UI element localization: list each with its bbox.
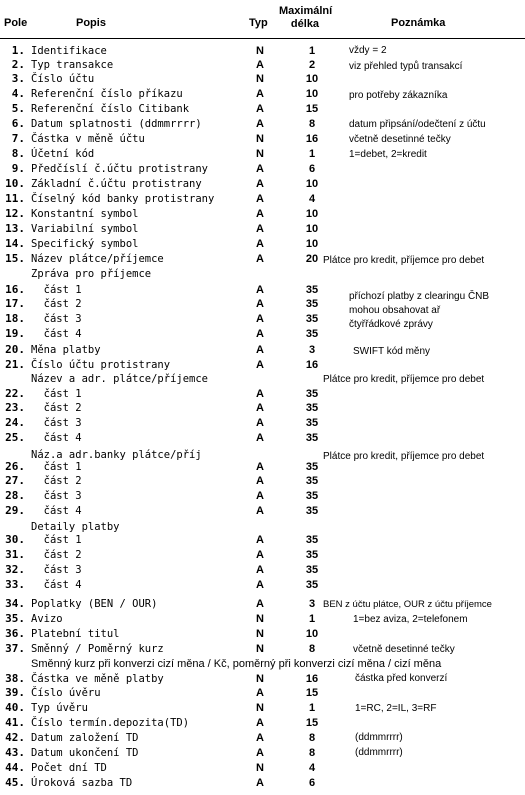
row-max-length: 35 (305, 490, 319, 502)
column-header-popis: Popis (76, 17, 106, 29)
table-row (0, 343, 525, 357)
row-number: 1. (11, 44, 25, 57)
row-max-length: 1 (308, 702, 316, 714)
row-number: 39. (5, 686, 25, 699)
row-type: A (256, 88, 264, 100)
row-type: A (256, 717, 264, 729)
row-note: datum připsání/odečtení z účtu (349, 119, 486, 130)
row-max-length: 35 (305, 564, 319, 576)
row-description: část 3 (31, 417, 82, 429)
row-max-length: 35 (305, 328, 319, 340)
row-type: A (256, 163, 264, 175)
row-type: A (256, 461, 264, 473)
row-type: N (256, 45, 264, 57)
row-type: A (256, 59, 264, 71)
row-description: Platební titul (31, 628, 120, 640)
row-description: Měna platby (31, 344, 101, 356)
row-description: Konstantní symbol (31, 208, 139, 220)
table-row (0, 776, 525, 790)
row-type: A (256, 564, 264, 576)
row-type: N (256, 133, 264, 145)
row-type: N (256, 673, 264, 685)
row-description: Předčíslí č.účtu protistrany (31, 163, 209, 175)
row-max-length: 1 (308, 148, 316, 160)
row-note: 1=bez aviza, 2=telefonem (353, 614, 468, 625)
row-number: 31. (5, 548, 25, 561)
row-max-length: 35 (305, 402, 319, 414)
row-max-length: 6 (308, 777, 316, 789)
row-max-length: 35 (305, 549, 319, 561)
table-row (0, 327, 525, 341)
row-number: 29. (5, 504, 25, 517)
subheader-label: Náz.a adr.banky plátce/příj (31, 449, 202, 461)
row-description: Referenční číslo příkazu (31, 88, 183, 100)
row-max-length: 3 (308, 344, 316, 356)
table-row (0, 716, 525, 730)
row-type: A (256, 253, 264, 265)
row-number: 3. (11, 72, 25, 85)
row-description: Datum založení TD (31, 732, 139, 744)
row-description: část 2 (31, 475, 82, 487)
row-number: 30. (5, 533, 25, 546)
row-max-length: 6 (308, 163, 316, 175)
row-number: 26. (5, 460, 25, 473)
row-type: A (256, 549, 264, 561)
row-number: 9. (11, 162, 25, 175)
row-number: 42. (5, 731, 25, 744)
row-number: 13. (5, 222, 25, 235)
row-number: 24. (5, 416, 25, 429)
row-description: Částka v měně účtu (31, 133, 145, 145)
subheader-row (0, 267, 525, 281)
row-number: 32. (5, 563, 25, 576)
table-row (0, 686, 525, 700)
row-type: A (256, 328, 264, 340)
row-max-length: 35 (305, 417, 319, 429)
row-max-length: 10 (305, 208, 319, 220)
row-max-length: 35 (305, 579, 319, 591)
table-row (0, 548, 525, 562)
row-number: 40. (5, 701, 25, 714)
row-description: Úroková sazba TD (31, 777, 133, 789)
column-header-max-line2: délka (290, 18, 320, 30)
row-note: 1=RC, 2=IL, 3=RF (355, 703, 437, 714)
row-number: 37. (5, 642, 25, 655)
row-description: část 1 (31, 461, 82, 473)
table-row (0, 701, 525, 715)
row-max-length: 20 (305, 253, 319, 265)
row-number: 15. (5, 252, 25, 265)
row-number: 41. (5, 716, 25, 729)
row-note: BEN z účtu plátce, OUR z účtu příjemce (323, 599, 492, 610)
row-max-length: 4 (308, 193, 316, 205)
row-max-length: 8 (308, 732, 316, 744)
row-number: 38. (5, 672, 25, 685)
row-max-length: 10 (305, 238, 319, 250)
row-description: Číslo účtu protistrany (31, 359, 171, 371)
row-description: Variabilní symbol (31, 223, 139, 235)
wide-note: Směnný kurz při konverzi cizí měna / Kč, poměrný při konverzi cizí měna / cizí měna (31, 658, 442, 670)
subheader-label: Detaily platby (31, 521, 120, 533)
row-type: A (256, 777, 264, 789)
row-note: Plátce pro kredit, příjemce pro debet (323, 255, 485, 266)
row-type: A (256, 103, 264, 115)
row-type: A (256, 598, 264, 610)
row-description: část 2 (31, 549, 82, 561)
row-note: včetně desetinné tečky (349, 134, 451, 145)
row-note: mohou obsahovat ař (349, 305, 441, 316)
row-description: Číslo účtu (31, 73, 95, 85)
table-row (0, 474, 525, 488)
row-type: A (256, 687, 264, 699)
row-note: Plátce pro kredit, příjemce pro debet (323, 374, 485, 385)
row-type: A (256, 579, 264, 591)
row-note: (ddmmrrrr) (355, 747, 403, 758)
row-type: N (256, 643, 264, 655)
row-number: 5. (11, 102, 25, 115)
row-description: část 1 (31, 534, 82, 546)
row-max-length: 8 (308, 118, 316, 130)
row-note: (ddmmrrrr) (355, 732, 403, 743)
table-row (0, 627, 525, 641)
row-number: 34. (5, 597, 25, 610)
row-number: 20. (5, 343, 25, 356)
row-max-length: 8 (308, 747, 316, 759)
row-description: Číslo termín.depozita(TD) (31, 717, 190, 729)
row-max-length: 15 (305, 103, 319, 115)
row-max-length: 35 (305, 475, 319, 487)
row-max-length: 15 (305, 687, 319, 699)
row-note: včetně desetinné tečky (353, 644, 455, 655)
row-type: A (256, 238, 264, 250)
table-row (0, 761, 525, 775)
row-description: část 2 (31, 402, 82, 414)
row-description: Účetní kód (31, 148, 95, 160)
row-description: část 2 (31, 298, 82, 310)
row-number: 12. (5, 207, 25, 220)
row-max-length: 35 (305, 388, 319, 400)
row-number: 6. (11, 117, 25, 130)
row-type: A (256, 193, 264, 205)
row-description: část 4 (31, 432, 82, 444)
row-max-length: 1 (308, 613, 316, 625)
row-description: Počet dní TD (31, 762, 107, 774)
subheader-label: Název a adr. plátce/příjemce (31, 373, 209, 385)
row-type: N (256, 148, 264, 160)
row-type: A (256, 118, 264, 130)
table-row (0, 177, 525, 191)
row-note: viz přehled typů transakcí (349, 61, 463, 72)
row-number: 16. (5, 283, 25, 296)
row-max-length: 10 (305, 628, 319, 640)
row-description: část 1 (31, 284, 82, 296)
row-max-length: 10 (305, 178, 319, 190)
row-number: 43. (5, 746, 25, 759)
row-number: 44. (5, 761, 25, 774)
row-description: část 4 (31, 328, 82, 340)
row-description: část 3 (31, 490, 82, 502)
row-max-length: 35 (305, 432, 319, 444)
row-description: Datum ukončení TD (31, 747, 139, 759)
row-max-length: 35 (305, 298, 319, 310)
row-type: A (256, 208, 264, 220)
row-type: A (256, 432, 264, 444)
row-number: 14. (5, 237, 25, 250)
table-row (0, 72, 525, 86)
row-number: 33. (5, 578, 25, 591)
row-type: A (256, 402, 264, 414)
row-description: Identifikace (31, 45, 107, 57)
row-type: A (256, 747, 264, 759)
row-type: A (256, 490, 264, 502)
table-row (0, 237, 525, 251)
table-row (0, 387, 525, 401)
row-number: 22. (5, 387, 25, 400)
row-description: Číslo úvěru (31, 687, 101, 699)
row-max-length: 15 (305, 717, 319, 729)
row-max-length: 16 (305, 359, 319, 371)
row-type: N (256, 613, 264, 625)
row-number: 35. (5, 612, 25, 625)
row-number: 23. (5, 401, 25, 414)
row-note: Plátce pro kredit, příjemce pro debet (323, 451, 485, 462)
row-type: A (256, 223, 264, 235)
row-type: A (256, 388, 264, 400)
row-max-length: 2 (308, 59, 316, 71)
column-header-max-line1: Maximální (279, 5, 333, 17)
row-note: příchozí platby z clearingu ČNB (349, 291, 490, 302)
row-max-length: 16 (305, 673, 319, 685)
column-header-typ: Typ (249, 17, 268, 29)
row-type: N (256, 628, 264, 640)
row-type: N (256, 702, 264, 714)
row-number: 21. (5, 358, 25, 371)
table-row (0, 312, 525, 326)
row-description: část 4 (31, 579, 82, 591)
table-row (0, 489, 525, 503)
table-row (0, 44, 525, 58)
row-type: A (256, 732, 264, 744)
row-description: Poplatky (BEN / OUR) (31, 598, 158, 610)
row-type: A (256, 505, 264, 517)
row-number: 36. (5, 627, 25, 640)
row-note: částka před konverzí (355, 673, 448, 684)
subheader-label: Zpráva pro příjemce (31, 268, 152, 280)
row-number: 7. (11, 132, 25, 145)
row-type: N (256, 762, 264, 774)
table-row (0, 358, 525, 372)
row-type: A (256, 417, 264, 429)
row-type: A (256, 313, 264, 325)
row-number: 8. (11, 147, 25, 160)
row-number: 28. (5, 489, 25, 502)
row-description: část 3 (31, 564, 82, 576)
row-number: 27. (5, 474, 25, 487)
row-max-length: 35 (305, 461, 319, 473)
row-type: N (256, 73, 264, 85)
row-description: Částka ve měně platby (31, 673, 164, 685)
row-description: Typ transakce (31, 59, 114, 71)
table-row (0, 504, 525, 518)
row-type: A (256, 534, 264, 546)
row-number: 4. (11, 87, 25, 100)
table-row (0, 563, 525, 577)
subheader-row (0, 520, 525, 534)
row-max-length: 35 (305, 284, 319, 296)
row-description: Typ úvěru (31, 702, 88, 714)
row-number: 10. (5, 177, 25, 190)
row-description: Specifický symbol (31, 238, 139, 250)
row-description: část 3 (31, 313, 82, 325)
row-type: A (256, 284, 264, 296)
row-max-length: 35 (305, 505, 319, 517)
table-row (0, 162, 525, 176)
column-header-pole: Pole (4, 17, 28, 29)
row-description: Datum splatnosti (ddmmrrrr) (31, 118, 202, 130)
row-max-length: 1 (308, 45, 316, 57)
row-note: čtyřřádkové zprávy (349, 319, 433, 330)
row-type: A (256, 475, 264, 487)
table-row (0, 578, 525, 592)
row-number: 25. (5, 431, 25, 444)
table-row (0, 222, 525, 236)
row-description: Směnný / Poměrný kurz (31, 643, 164, 655)
row-max-length: 8 (308, 643, 316, 655)
row-type: A (256, 344, 264, 356)
table-row (0, 431, 525, 445)
table-row (0, 533, 525, 547)
row-max-length: 35 (305, 534, 319, 546)
row-description: Avizo (31, 613, 63, 625)
row-number: 19. (5, 327, 25, 340)
column-header-poznamka: Poznámka (391, 17, 446, 29)
table-row (0, 207, 525, 221)
header-divider (0, 38, 525, 39)
row-type: A (256, 359, 264, 371)
row-description: Referenční číslo Citibank (31, 103, 190, 115)
row-number: 45. (5, 776, 25, 789)
table-row (0, 746, 525, 760)
row-number: 11. (5, 192, 25, 205)
table-row (0, 416, 525, 430)
row-type: A (256, 298, 264, 310)
table-row (0, 401, 525, 415)
wide-note-row (0, 657, 525, 671)
row-max-length: 10 (305, 88, 319, 100)
row-max-length: 3 (308, 598, 316, 610)
table-row (0, 102, 525, 116)
row-description: Základní č.účtu protistrany (31, 178, 202, 190)
row-max-length: 16 (305, 133, 319, 145)
table-row (0, 192, 525, 206)
row-note: 1=debet, 2=kredit (349, 149, 427, 160)
row-number: 18. (5, 312, 25, 325)
row-description: Název plátce/příjemce (31, 253, 164, 265)
row-max-length: 10 (305, 223, 319, 235)
row-description: část 1 (31, 388, 82, 400)
table-row (0, 147, 525, 161)
row-note: vždy = 2 (349, 45, 387, 56)
row-description: část 4 (31, 505, 82, 517)
row-number: 2. (11, 58, 25, 71)
row-note: SWIFT kód měny (353, 346, 431, 357)
row-description: Číselný kód banky protistrany (31, 193, 215, 205)
row-note: pro potřeby zákazníka (349, 90, 448, 101)
table-row (0, 731, 525, 745)
row-max-length: 4 (308, 762, 316, 774)
row-type: A (256, 178, 264, 190)
row-max-length: 10 (305, 73, 319, 85)
row-number: 17. (5, 297, 25, 310)
row-max-length: 35 (305, 313, 319, 325)
column-header-max-length (279, 5, 331, 31)
